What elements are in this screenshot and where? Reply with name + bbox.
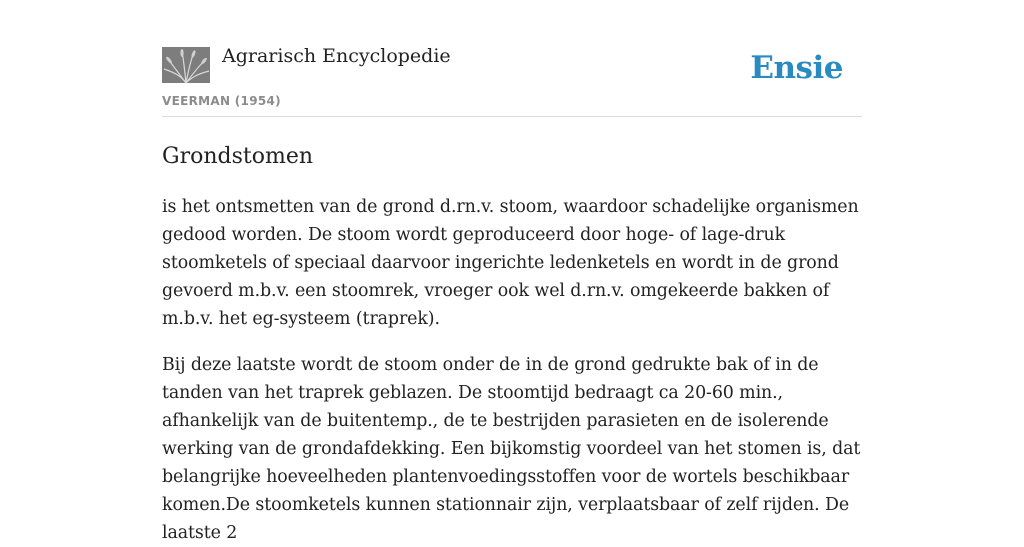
- article-paragraph: Bij deze laatste wordt de stoom onder de in de grond gedrukte bak of in de tanden van het traprek geblazen. De stoomtijd bedraagt ca 20-60 min., afhankelijk van de buitentemp., de te bestrijden parasieten en de isolerende werking van de grondafdekking. Een bijkomstig voordeel van het stomen is, dat belangrijke hoeveelheden plantenvoedingsstoffen voor de wortels beschikbaar komen.De stoomketels kunnen stationnair zijn, verplaatsbaar of zelf rijden. De laatste 2: [162, 355, 861, 543]
- wheat-logo-icon[interactable]: [162, 47, 210, 83]
- brand-logo[interactable]: Ensie: [750, 50, 843, 86]
- header: [162, 0, 862, 117]
- article-paragraph: is het ontsmetten van de grond d.rn.v. stoom, waardoor schadelijke organismen gedood worden. De stoom wordt geproduceerd door hoge- of lage-druk stoomketels of speciaal daarvoor ingerichte ledenketels en wordt in de grond gevoerd m.b.v. een stoomrek, vroeger ook wel d.rn.v. omgekeerde bakken of m.b.v. het eg-systeem (traprek).: [162, 197, 859, 329]
- content-container: [162, 0, 862, 547]
- article-title: Grondstomen: [162, 144, 314, 169]
- encyclopedia-name[interactable]: Agrarisch Encyclopedie: [222, 45, 451, 67]
- author-year: VEERMAN (1954): [162, 94, 281, 108]
